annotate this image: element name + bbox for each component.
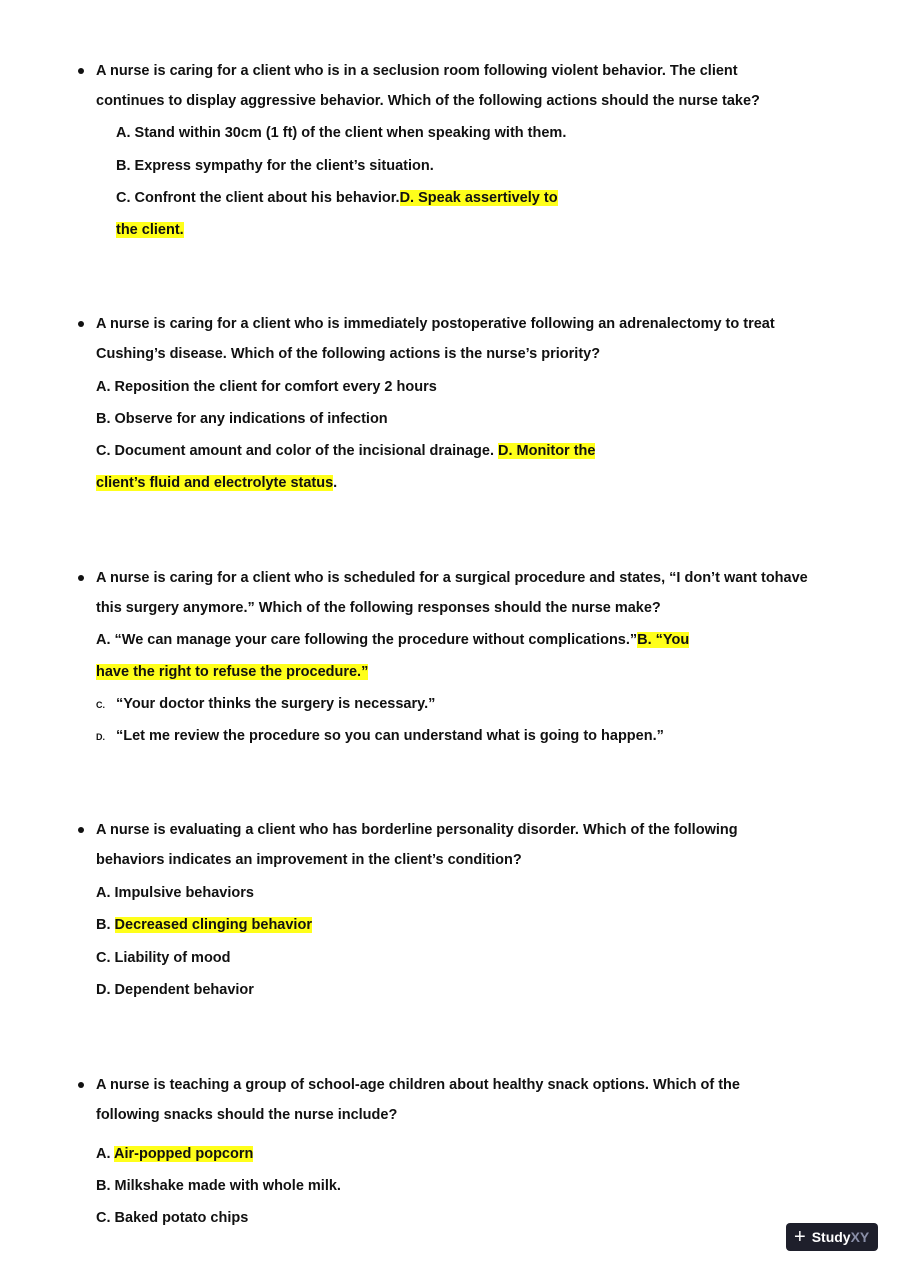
question-3-option-a	[96, 630, 689, 650]
bullet-icon	[78, 827, 84, 833]
bullet-icon	[78, 321, 84, 327]
question-1-stem: A nurse is caring for a client who is in a seclusion room following violent behavior. The client	[96, 63, 738, 79]
question-4-option-d: D. Dependent behavior	[96, 982, 254, 998]
question-2-option-b: B. Observe for any indications of infection	[96, 411, 388, 427]
correct-answer-highlight: have the right to refuse the procedure.”	[96, 664, 369, 680]
brand-text: Study	[811, 1229, 851, 1245]
question-1-option-d	[116, 220, 184, 240]
question-4-option-b	[96, 915, 312, 935]
question-3-option-b	[96, 662, 368, 682]
question-3-option-c	[96, 694, 105, 715]
question-4-stem: behaviors indicates an improvement in the client’s condition?	[96, 852, 522, 868]
question-3-option-d-text: “Let me review the procedure so you can understand what is going to happen.”	[116, 728, 664, 744]
option-letter: A.	[96, 1146, 114, 1162]
question-3-stem: this surgery anymore.” Which of the following responses should the nurse make?	[96, 600, 661, 616]
question-5-stem: A nurse is teaching a group of school-age children about healthy snack options. Which of the	[96, 1077, 740, 1093]
question-5-option-b: B. Milkshake made with whole milk.	[96, 1178, 341, 1194]
question-3-stem: A nurse is caring for a client who is scheduled for a surgical procedure and states, “I don’t want tohave	[96, 570, 808, 586]
question-1-option-a: A. Stand within 30cm (1 ft) of the client when speaking with them.	[116, 125, 567, 141]
question-5-option-c: C. Baked potato chips	[96, 1210, 249, 1226]
question-1-option-c	[116, 188, 558, 208]
bullet-icon	[78, 68, 84, 74]
bullet-icon	[78, 1082, 84, 1088]
question-1-stem: continues to display aggressive behavior. Which of the following actions should the nurse take?	[96, 93, 760, 109]
question-5-stem: following snacks should the nurse include?	[96, 1107, 398, 1123]
correct-answer-highlight: client’s fluid and electrolyte status	[96, 475, 334, 491]
question-2-stem: A nurse is caring for a client who is immediately postoperative following an adrenalectomy to treat	[96, 316, 775, 332]
studyxy-logo	[786, 1223, 878, 1251]
correct-answer-highlight: D. Monitor the	[498, 443, 596, 459]
question-4-option-c: C. Liability of mood	[96, 950, 231, 966]
bullet-icon	[78, 575, 84, 581]
correct-answer-highlight: Decreased clinging behavior	[114, 917, 312, 933]
option-letter: D.	[96, 732, 105, 742]
option-c-text: C. Document amount and color of the incisional drainage.	[96, 443, 499, 459]
option-c-text: C. Confront the client about his behavior.	[116, 190, 400, 206]
question-2-stem: Cushing’s disease. Which of the following actions is the nurse’s priority?	[96, 346, 601, 362]
question-4-option-a: A. Impulsive behaviors	[96, 885, 254, 901]
question-1-option-b: B. Express sympathy for the client’s situation.	[116, 158, 434, 174]
question-2-option-c	[96, 441, 595, 461]
option-letter: C.	[96, 700, 105, 710]
question-3-option-d	[96, 726, 105, 747]
question-3-option-c-text: “Your doctor thinks the surgery is necessary.”	[116, 696, 436, 712]
period-text: .	[333, 475, 338, 491]
correct-answer-highlight: Air-popped popcorn	[114, 1146, 254, 1162]
question-2-option-a: A. Reposition the client for comfort every 2 hours	[96, 379, 437, 395]
question-4-stem: A nurse is evaluating a client who has borderline personality disorder. Which of the following	[96, 822, 738, 838]
correct-answer-highlight: B. “You	[637, 632, 690, 648]
question-2-option-d	[96, 473, 337, 493]
question-5-option-a	[96, 1144, 253, 1164]
plus-icon: +	[794, 1226, 806, 1248]
option-a-text: A. “We can manage your care following the procedure without complications.”	[96, 632, 638, 648]
correct-answer-highlight: the client.	[116, 222, 184, 238]
option-letter: B.	[96, 917, 115, 933]
brand-text-accent: XY	[850, 1229, 870, 1245]
correct-answer-highlight: D. Speak assertively to	[399, 190, 558, 206]
